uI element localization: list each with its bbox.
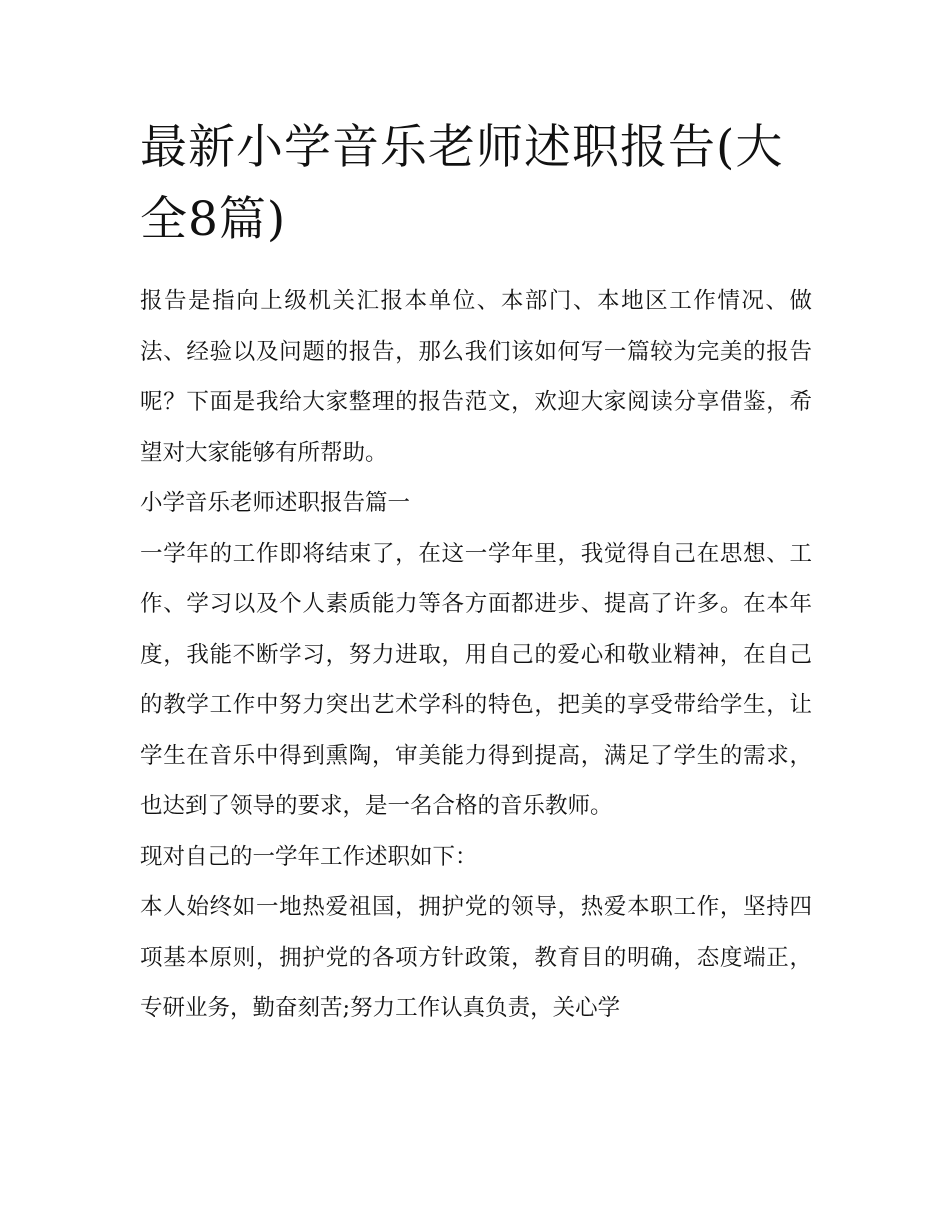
intro-paragraph: 报告是指向上级机关汇报本单位、本部门、本地区工作情况、做法、经验以及问题的报告，那么我们该如何写一篇较为完美的报告呢？下面是我给大家整理的报告范文，欢迎大家阅读分享借鉴，希望对大家能够有所帮助。 bbox=[140, 288, 812, 466]
section-heading: 小学音乐老师述职报告篇一 bbox=[140, 490, 411, 516]
document-page bbox=[140, 112, 812, 1034]
body-paragraph: 一学年的工作即将结束了，在这一学年里，我觉得自己在思想、工作、学习以及个人素质能力等各方面都进步、提高了许多。在本年度，我能不断学习，努力进取，用自己的爱心和敬业精神，在自己的教学工作中努力突出艺术学科的特色，把美的享受带给学生，让学生在音乐中得到熏陶，审美能力得到提高，满足了学生的需求，也达到了领导的要求，是一名合格的音乐教师。 bbox=[140, 540, 812, 819]
body-paragraph: 现对自己的一学年工作述职如下： bbox=[140, 843, 478, 870]
body-paragraph: 本人始终如一地热爱祖国，拥护党的领导，热爱本职工作，坚持四项基本原则，拥护党的各项方针政策，教育目的明确，态度端正，专研业务，勤奋刻苦;努力工作认真负责，关心学 bbox=[140, 894, 812, 1021]
document-title: 最新小学音乐老师述职报告(大全8篇) bbox=[140, 120, 784, 247]
